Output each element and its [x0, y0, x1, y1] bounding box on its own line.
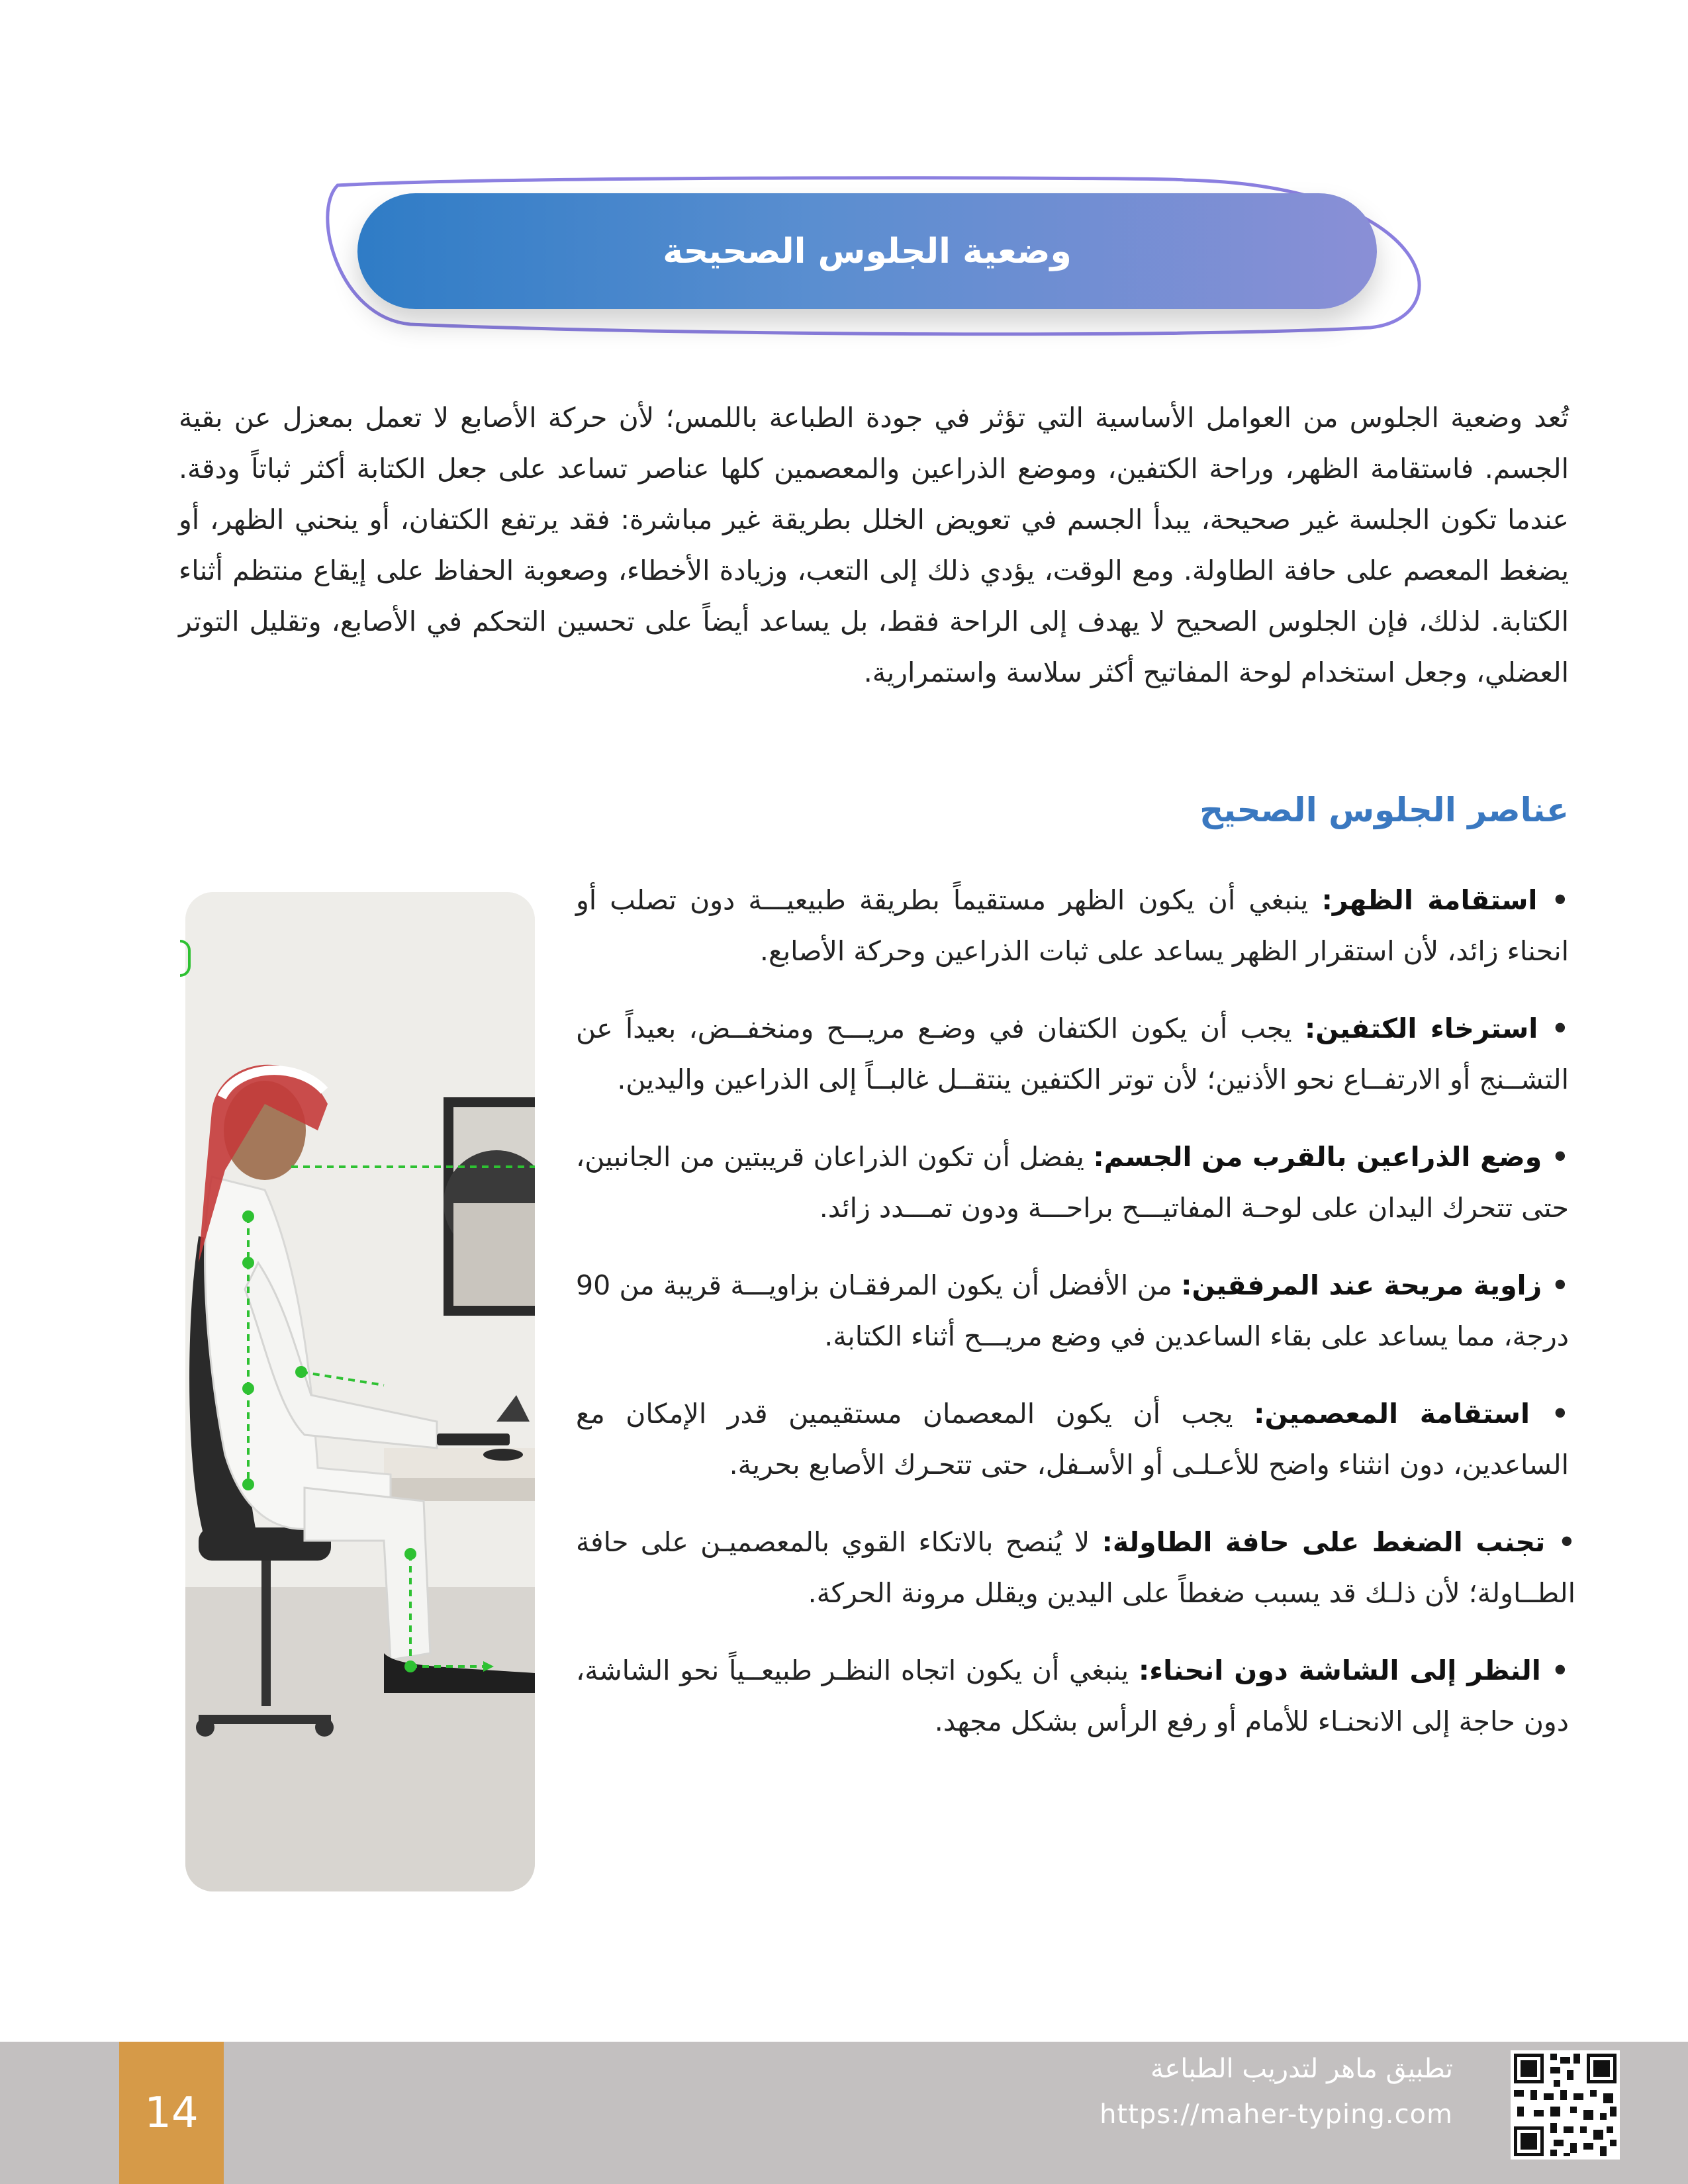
bullet-text: لا يُنصح بالاتكاء القوي بالمعصميـن على حافة الطــاولة؛ لأن ذلـك قد يسبب ضغطاً على اليدين ويقلل مرونة الحركة. — [576, 1526, 1575, 1609]
posture-elements-list — [576, 875, 1575, 1774]
bullet-title: تجنب الضغط على حافة الطاولة: — [1102, 1526, 1546, 1558]
footer-url[interactable]: https://maher-typing.com — [1100, 2099, 1453, 2130]
bullet-title: استرخاء الكتفين: — [1304, 1013, 1538, 1044]
page-number: 14 — [144, 2088, 199, 2138]
guide-marker — [180, 940, 191, 977]
list-item: • النظر إلى الشاشة دون انحناء: ينبغي أن يكون اتجاه النظـر طبيعــياً نحو الشاشة، دون حاجة إلى الانحنـاء للأمام أو رفع الرأس بشكل مجهد. — [576, 1655, 1569, 1737]
section-heading: عناصر الجلوس الصحيح — [1199, 791, 1569, 829]
bullet-title: استقامة المعصمين: — [1254, 1398, 1530, 1430]
bullet-text: من الأفضل أن يكون المرفقـان بزاويـــة قريبة من 90 درجة، مما يساعد على بقاء الساعدين في وضع مريـــح أثناء الكتابة. — [576, 1269, 1569, 1352]
bullet-text: ينبغي أن يكون اتجاه النظـر طبيعــياً نحو الشاشة، دون حاجة إلى الانحنـاء للأمام أو رفع الرأس بشكل مجهد. — [576, 1655, 1569, 1737]
list-item: • استقامة الظهر: ينبغي أن يكون الظهر مستقيماً بطريقة طبيعيـــة دون تصلب أو انحناء زائد، لأن استقرار الظهر يساعد على ثبات الذراعين وحركة الأصابع. — [576, 884, 1569, 967]
posture-photo — [185, 892, 535, 1891]
page-number-box — [119, 2042, 224, 2184]
bullet-text: يجب أن يكون المعصمان مستقيمين قدر الإمكان مع الساعدين، دون انثناء واضح للأعـلـى أو الأسـفل، حتى تتحـرك الأصابع بحرية. — [576, 1398, 1569, 1480]
bullet-title: استقامة الظهر: — [1321, 884, 1538, 916]
bullet-title: وضع الذراعين بالقرب من الجسم: — [1093, 1141, 1542, 1173]
list-item: • استرخاء الكتفين: يجب أن يكون الكتفان في وضـع مريـــح ومنخفــض، بعيداً عن التشــنج أو الارتفــاع نحو الأذنين؛ لأن توتر الكتفين ينتقــل غالبــاً إلى الذراعين واليدين. — [576, 1013, 1570, 1095]
page-title: وضعية الجلوس الصحيحة — [663, 231, 1072, 271]
bullet-title: النظر إلى الشاشة دون انحناء: — [1138, 1655, 1541, 1686]
list-item: • استقامة المعصمين: يجب أن يكون المعصمان مستقيمين قدر الإمكان مع الساعدين، دون انثناء واضح للأعـلـى أو الأسـفل، حتى تتحـرك الأصابع بحرية. — [576, 1398, 1569, 1480]
footer-app-name: تطبيق ماهر لتدريب الطباعة — [1150, 2054, 1453, 2084]
banner-pill — [357, 193, 1377, 309]
bullet-text: يفضل أن تكون الذراعان قريبتين من الجانبين، حتى تتحرك اليدان على لوحـة المفاتيـــح براحـــة ودون تمـــدد زائد. — [576, 1141, 1569, 1224]
bullet-text: يجب أن يكون الكتفان في وضـع مريـــح ومنخفــض، بعيداً عن التشــنج أو الارتفــاع نحو الأذنين؛ لأن توتر الكتفين ينتقــل غالبــاً إلى الذراعين واليدين. — [576, 1013, 1569, 1095]
floor — [185, 1587, 535, 1891]
list-item: • زاوية مريحة عند المرفقين: من الأفضل أن يكون المرفقـان بزاويـــة قريبة من 90 درجة، مما يساعد على بقاء الساعدين في وضع مريـــح أثناء الكتابة. — [576, 1269, 1569, 1352]
bullet-text: ينبغي أن يكون الظهر مستقيماً بطريقة طبيعيـــة دون تصلب أو انحناء زائد، لأن استقرار الظهر يساعد على ثبات الذراعين وحركة الأصابع. — [576, 884, 1569, 967]
bullet-title: زاوية مريحة عند المرفقين: — [1181, 1269, 1542, 1301]
keyboard — [437, 1433, 510, 1445]
list-item: • وضع الذراعين بالقرب من الجسم: يفضل أن تكون الذراعان قريبتين من الجانبين، حتى تتحرك اليدان على لوحـة المفاتيـــح براحـــة ودون تمـــدد زائد. — [576, 1141, 1569, 1224]
intro-paragraph: تُعد وضعية الجلوس من العوامل الأساسية التي تؤثر في جودة الطباعة باللمس؛ لأن حركة الأصابع لا تعمل بمعزل عن بقية الجسم. فاستقامة الظهر، وراحة الكتفين، وموضع الذراعين والمعصمين كلها عناصر تساعد على جعل الكتابة أكثر ثباتاً ودقة. عندما تكون الجلسة غير صحيحة، يبدأ الجسم في تعويض الخلل بطريقة غير مباشرة: فقد يرتفع الكتفان، أو ينحني الظهر، أو يضغط المعصم على حافة الطاولة. ومع الوقت، يؤدي ذلك إلى التعب، وزيادة الأخطاء، وصعوبة الحفاظ على إيقاع منتظم أثناء الكتابة. لذلك، فإن الجلوس الصحيح لا يهدف إلى الراحة فقط، بل يساعد أيضاً على تحسين التحكم في الأصابع، وتقليل التوتر العضلي، وجعل استخدام لوحة المفاتيح أكثر سلاسة واستمرارية. — [179, 402, 1569, 688]
list-item: • تجنب الضغط على حافة الطاولة: لا يُنصح بالاتكاء القوي بالمعصميـن على حافة الطــاولة؛ لأن ذلـك قد يسبب ضغطاً على اليدين ويقلل مرونة الحركة. — [576, 1526, 1575, 1609]
header-banner — [311, 165, 1450, 344]
qr-code-icon[interactable] — [1511, 2050, 1620, 2160]
